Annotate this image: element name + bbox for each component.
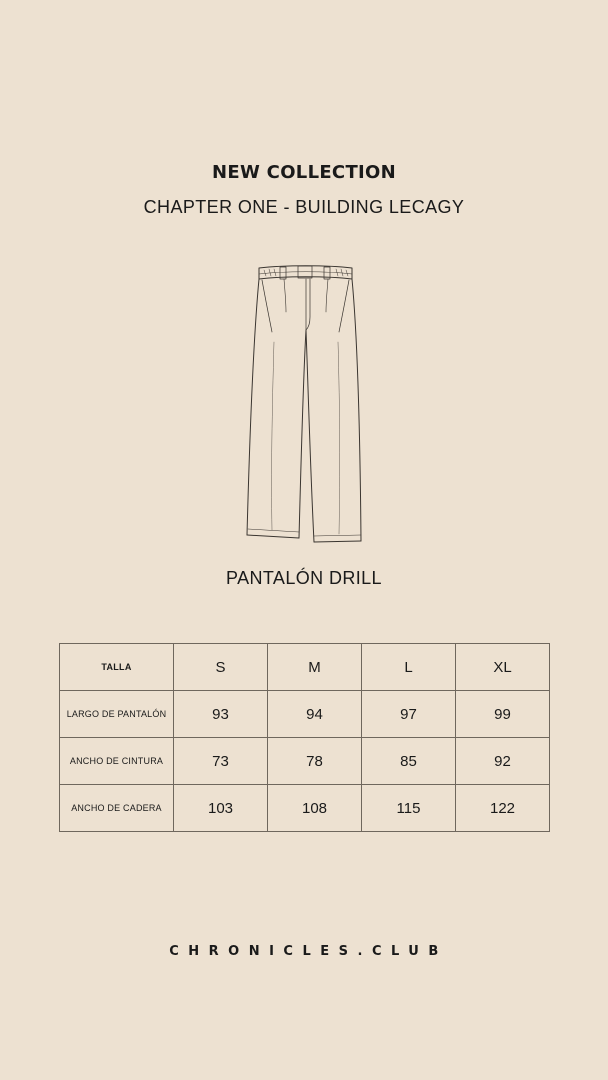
table-row: [60, 691, 550, 738]
size-l-header: L: [362, 644, 456, 691]
size-header-label: TALLA: [60, 644, 174, 691]
table-cell: 108: [268, 785, 362, 832]
brand-footer: CHRONICLES.CLUB: [169, 944, 448, 959]
collection-title: NEW COLLECTION: [212, 162, 396, 183]
table-cell: 94: [268, 691, 362, 738]
pants-line-drawing-icon: [244, 262, 368, 546]
table-row: [60, 738, 550, 785]
table-cell: 92: [456, 738, 550, 785]
table-row: [60, 785, 550, 832]
size-m-header: M: [268, 644, 362, 691]
table-cell: 85: [362, 738, 456, 785]
row-label: ANCHO DE CADERA: [60, 785, 174, 832]
table-cell: 103: [174, 785, 268, 832]
table-cell: 97: [362, 691, 456, 738]
size-xl-header: XL: [456, 644, 550, 691]
size-header-row: [60, 644, 550, 691]
row-label: LARGO DE PANTALÓN: [60, 691, 174, 738]
table-cell: 73: [174, 738, 268, 785]
row-label: ANCHO DE CINTURA: [60, 738, 174, 785]
product-name: PANTALÓN DRILL: [226, 568, 382, 588]
size-chart-table: [59, 643, 550, 832]
table-cell: 99: [456, 691, 550, 738]
table-cell: 78: [268, 738, 362, 785]
size-s-header: S: [174, 644, 268, 691]
collection-subtitle: CHAPTER ONE - BUILDING LECAGY: [143, 197, 465, 217]
table-cell: 122: [456, 785, 550, 832]
table-cell: 93: [174, 691, 268, 738]
table-cell: 115: [362, 785, 456, 832]
